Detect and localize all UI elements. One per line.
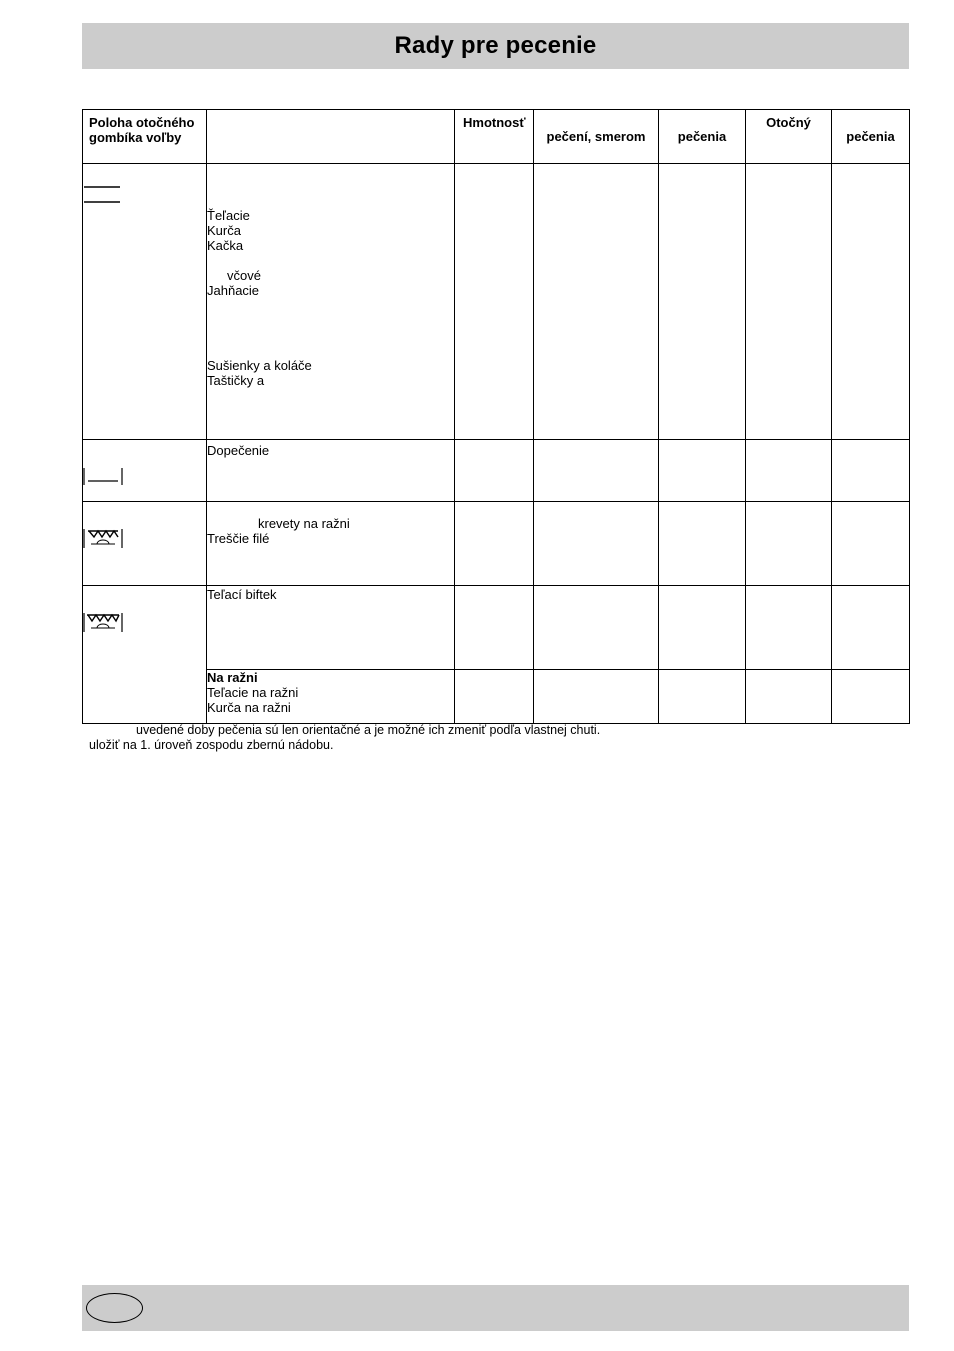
list-item bbox=[207, 298, 454, 313]
weight-cell bbox=[455, 670, 534, 724]
table-row bbox=[83, 586, 910, 670]
list-item: Kurča na ražni bbox=[207, 700, 291, 715]
header-shelf: pečení, smerom bbox=[534, 110, 659, 164]
list-item: Teľacie na ražni bbox=[207, 685, 299, 700]
weight-cell bbox=[455, 502, 534, 586]
shelf-cell bbox=[534, 586, 659, 670]
time-cell bbox=[832, 586, 910, 670]
shelf-cell bbox=[534, 670, 659, 724]
table-row bbox=[83, 670, 910, 724]
section-heading: Na ražni bbox=[207, 670, 258, 685]
baking-table bbox=[82, 109, 910, 724]
table-row bbox=[83, 440, 910, 502]
header-position: Poloha otočného gombíka voľby bbox=[83, 110, 207, 164]
time-cell bbox=[832, 164, 910, 440]
position-cell bbox=[83, 502, 207, 586]
header-temperature: pečenia bbox=[659, 110, 746, 164]
list-item: Treščie filé bbox=[207, 531, 270, 546]
table-row bbox=[83, 502, 910, 586]
list-item bbox=[207, 253, 454, 268]
list-item bbox=[207, 343, 454, 358]
list-item: Sušienky a koláče bbox=[207, 358, 312, 373]
list-item: Kačka bbox=[207, 238, 244, 253]
spit-cell bbox=[746, 586, 832, 670]
food-cell bbox=[207, 670, 455, 724]
time-cell bbox=[832, 670, 910, 724]
food-cell bbox=[207, 440, 455, 502]
header-spit: Otočný bbox=[746, 110, 832, 164]
weight-cell bbox=[455, 586, 534, 670]
list-item bbox=[207, 328, 454, 343]
weight-cell bbox=[455, 164, 534, 440]
food-cell bbox=[207, 502, 455, 586]
list-item: včové bbox=[227, 268, 261, 283]
page-title: Rady pre pecenie bbox=[394, 32, 597, 59]
list-item: Kurča bbox=[207, 223, 241, 238]
language-oval-icon bbox=[86, 1293, 143, 1323]
footer-bar bbox=[82, 1285, 909, 1331]
spit-cell bbox=[746, 164, 832, 440]
temperature-cell bbox=[659, 164, 746, 440]
header-time: pečenia bbox=[832, 110, 910, 164]
table-header-row bbox=[83, 110, 910, 164]
list-item: Jahňacie bbox=[207, 283, 260, 298]
note-line-2: uložiť na 1. úroveň zospodu zbernú nádobu. bbox=[89, 738, 334, 752]
position-cell bbox=[83, 440, 207, 502]
list-item: Teľací biftek bbox=[207, 587, 277, 602]
food-cell bbox=[207, 586, 455, 670]
bottom-heat-icon bbox=[83, 467, 125, 487]
list-item bbox=[207, 313, 454, 328]
temperature-cell bbox=[659, 670, 746, 724]
list-item: Ťeľacie bbox=[207, 208, 250, 223]
spit-cell bbox=[746, 502, 832, 586]
header-food bbox=[207, 110, 455, 164]
temperature-cell bbox=[659, 440, 746, 502]
weight-cell bbox=[455, 440, 534, 502]
position-cell bbox=[83, 164, 207, 440]
temperature-cell bbox=[659, 502, 746, 586]
position-cell bbox=[83, 586, 207, 724]
time-cell bbox=[832, 502, 910, 586]
header-weight: Hmotnosť bbox=[455, 110, 534, 164]
time-cell bbox=[832, 440, 910, 502]
temperature-cell bbox=[659, 586, 746, 670]
shelf-cell bbox=[534, 164, 659, 440]
shelf-cell bbox=[534, 502, 659, 586]
table-row bbox=[83, 164, 910, 440]
shelf-cell bbox=[534, 440, 659, 502]
two-horizontal-lines-icon bbox=[83, 184, 123, 214]
grill-fan-icon bbox=[83, 528, 125, 550]
spit-cell bbox=[746, 670, 832, 724]
grill-fan-full-icon bbox=[83, 612, 125, 634]
title-bar bbox=[82, 23, 909, 69]
list-item: Dopečenie bbox=[207, 443, 270, 458]
list-item: krevety na ražni bbox=[258, 516, 350, 531]
list-item: Taštičky a bbox=[207, 373, 265, 388]
spit-cell bbox=[746, 440, 832, 502]
food-cell bbox=[207, 164, 455, 440]
note-line-1: uvedené doby pečenia sú len orientačné a je možné ich zmeniť podľa vlastnej chuti. bbox=[136, 723, 601, 737]
